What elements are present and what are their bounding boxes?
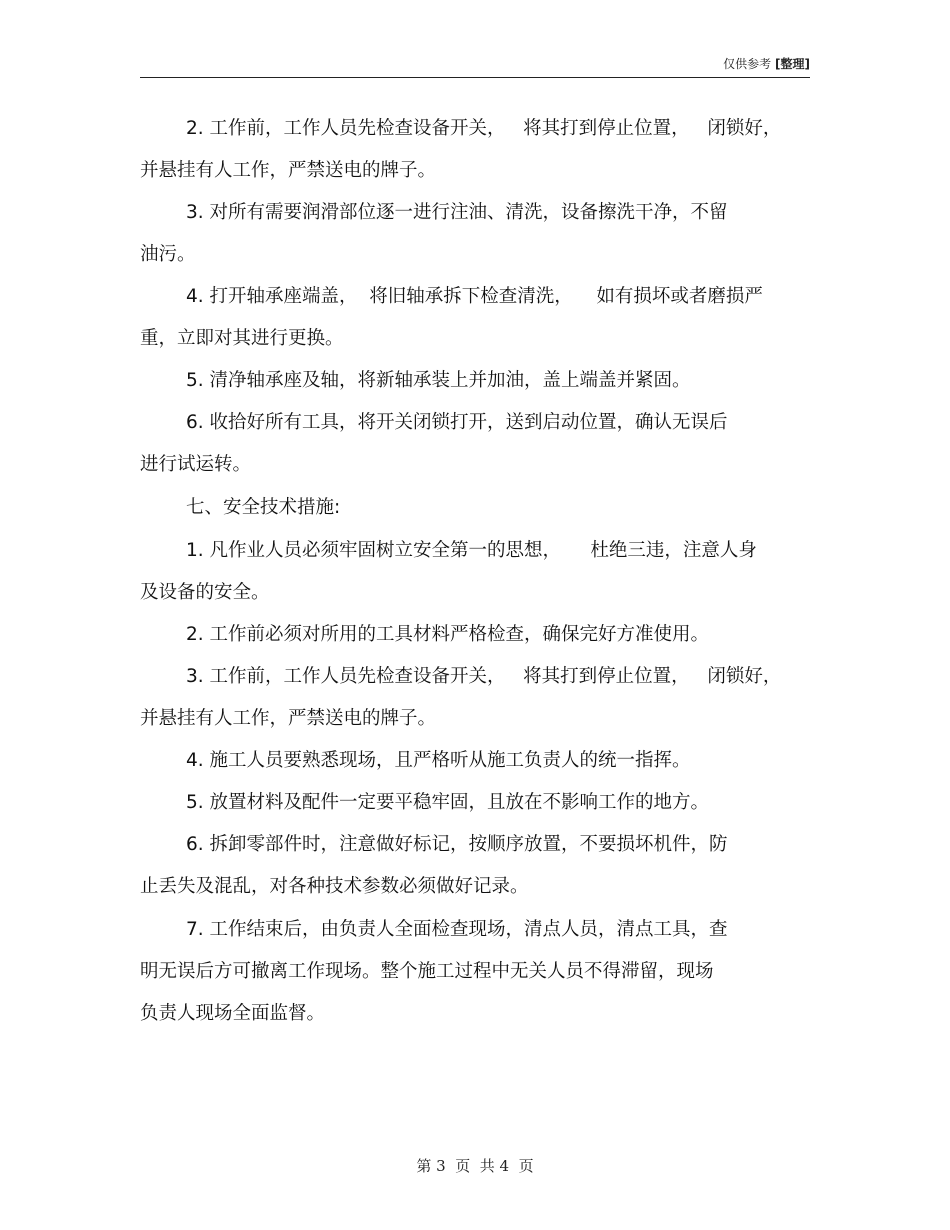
paragraph-line: 7. 工作结束后，由负责人全面检查现场，清点人员，清点工具，查 (186, 919, 728, 940)
page-footer: 第 3 页 共 4 页 (416, 1157, 534, 1175)
header-bracket-text: [整理] (775, 57, 810, 71)
paragraph-line: 6. 拆卸零部件时，注意做好标记，按顺序放置，不要损坏机件，防 (186, 834, 728, 855)
paragraph-line: 2. 工作前必须对所用的工具材料严格检查，确保完好方准使用。 (186, 624, 710, 645)
paragraph-line: 油污。 (140, 244, 196, 265)
header-text: 仅供参考 (723, 57, 772, 71)
paragraph-line: 并悬挂有人工作，严禁送电的牌子。 (140, 160, 437, 181)
paragraph-line: 2. 工作前，工作人员先检查设备开关， 将其打到停止位置， 闭锁好， (186, 118, 782, 139)
paragraph-line: 及设备的安全。 (140, 582, 270, 603)
paragraph-line: 3. 工作前，工作人员先检查设备开关， 将其打到停止位置， 闭锁好， (186, 666, 782, 687)
paragraph-line: 负责人现场全面监督。 (140, 1003, 326, 1024)
page-header (140, 57, 810, 78)
paragraph-line: 5. 放置材料及配件一定要平稳牢固，且放在不影响工作的地方。 (186, 792, 710, 813)
paragraph-line: 3. 对所有需要润滑部位逐一进行注油、清洗，设备擦洗干净，不留 (186, 202, 728, 223)
paragraph-line: 止丢失及混乱，对各种技术参数必须做好记录。 (140, 876, 529, 897)
section-heading: 七、安全技术措施: (186, 497, 341, 518)
paragraph-line: 并悬挂有人工作，严禁送电的牌子。 (140, 708, 437, 729)
paragraph-line: 进行试运转。 (140, 454, 252, 475)
paragraph-line: 重，立即对其进行更换。 (140, 328, 344, 349)
paragraph-line: 1. 凡作业人员必须牢固树立安全第一的思想， 杜绝三违，注意人身 (186, 540, 757, 561)
paragraph-line: 5. 清净轴承座及轴，将新轴承装上并加油，盖上端盖并紧固。 (186, 370, 691, 391)
paragraph-line: 明无误后方可撤离工作现场。整个施工过程中无关人员不得滞留，现场 (140, 961, 714, 982)
paragraph-line: 4. 打开轴承座端盖， 将旧轴承拆下检查清洗， 如有损坏或者磨损严 (186, 286, 763, 307)
paragraph-line: 6. 收拾好所有工具，将开关闭锁打开，送到启动位置，确认无误后 (186, 412, 728, 433)
paragraph-line: 4. 施工人员要熟悉现场，且严格听从施工负责人的统一指挥。 (186, 750, 691, 771)
